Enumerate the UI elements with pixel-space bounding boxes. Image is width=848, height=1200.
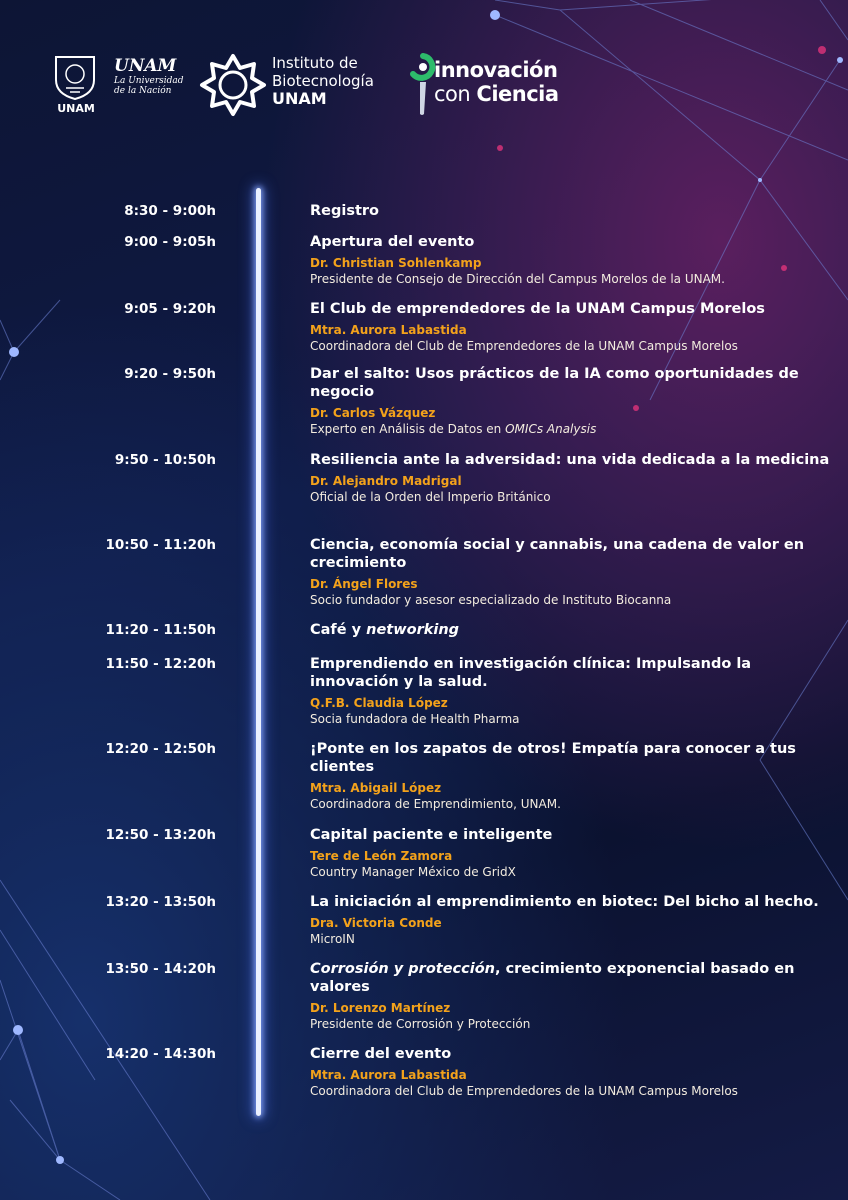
item-time: 12:20 - 12:50h: [105, 741, 216, 757]
item-time: 13:50 - 14:20h: [105, 961, 216, 977]
item-role: Socio fundador y asesor especializado de Instituto Biocanna: [310, 593, 672, 607]
ibt-line-1: Instituto de: [272, 54, 358, 72]
unam-shield-logo: [52, 54, 100, 115]
item-title: Registro: [310, 203, 380, 219]
item-speaker: Mtra. Aurora Labastida: [310, 323, 467, 337]
item-speaker: Dr. Carlos Vázquez: [310, 406, 436, 420]
la-universidad-logo: [114, 56, 194, 96]
item-role: [310, 421, 830, 437]
item-role: MicroIN: [310, 932, 355, 946]
item-role: Country Manager México de GridX: [310, 865, 516, 879]
item-speaker: Mtra. Aurora Labastida: [310, 1068, 467, 1082]
item-role: Oficial de la Orden del Imperio Británico: [310, 490, 551, 504]
item-time: 12:50 - 13:20h: [105, 827, 216, 843]
innovacion-con-ciencia-logo: [408, 52, 608, 118]
item-title-text: Café y: [310, 622, 362, 638]
timeline-line: [256, 188, 261, 1116]
item-speaker: Q.F.B. Claudia López: [310, 696, 448, 710]
item-role: Presidente de Corrosión y Protección: [310, 1017, 531, 1031]
inno-con: con: [434, 82, 471, 106]
item-speaker: Mtra. Abigail López: [310, 781, 442, 795]
item-role: Socia fundadora de Health Pharma: [310, 712, 520, 726]
script-nacion: de la Nación: [114, 86, 172, 96]
item-time: 13:20 - 13:50h: [105, 894, 216, 910]
item-title: [310, 960, 830, 996]
item-role: Coordinadora del Club de Emprendedores de la UNAM Campus Morelos: [310, 339, 738, 353]
item-role: Coordinadora del Club de Emprendedores de la UNAM Campus Morelos: [310, 1084, 738, 1098]
logo-header: [50, 48, 610, 128]
item-time: 11:20 - 11:50h: [105, 622, 216, 638]
inno-ciencia: Ciencia: [476, 82, 559, 106]
item-title: ¡Ponte en los zapatos de otros! Empatía para conocer a tus clientes: [310, 741, 796, 775]
item-time: 9:50 - 10:50h: [114, 452, 216, 468]
item-title: [310, 621, 830, 639]
script-universidad: La Universidad: [114, 76, 184, 86]
item-role: Presidente de Consejo de Dirección del Campus Morelos de la UNAM.: [310, 272, 725, 286]
item-title: Ciencia, economía social y cannabis, una cadena de valor en crecimiento: [310, 537, 805, 571]
unam-label: UNAM: [57, 102, 95, 115]
item-role: Coordinadora de Emprendimiento, UNAM.: [310, 797, 561, 811]
item-title: Cierre del evento: [310, 1046, 452, 1062]
item-title: Resiliencia ante la adversidad: una vida dedicada a la medicina: [310, 452, 830, 468]
item-speaker: Dr. Lorenzo Martínez: [310, 1001, 451, 1015]
star-ring-icon: [198, 50, 268, 120]
item-time: 10:50 - 11:20h: [105, 537, 216, 553]
ibt-line-2: Biotecnología: [272, 72, 374, 90]
item-speaker: Tere de León Zamora: [310, 849, 453, 863]
item-role-italic: OMICs Analysis: [505, 422, 597, 436]
item-time: 9:05 - 9:20h: [124, 301, 216, 317]
item-title: El Club de emprendedores de la UNAM Campus Morelos: [310, 301, 765, 317]
ibt-line-3: UNAM: [272, 89, 327, 108]
item-title: Capital paciente e inteligente: [310, 827, 553, 843]
shield-icon: [52, 54, 98, 100]
item-title: La iniciación al emprendimiento en biotec: Del bicho al hecho.: [310, 894, 819, 910]
item-speaker: Dr. Christian Sohlenkamp: [310, 256, 482, 270]
instituto-biotecnologia-logo: [198, 48, 408, 118]
item-title-italic: networking: [366, 622, 460, 638]
item-title: Dar el salto: Usos prácticos de la IA como oportunidades de negocio: [310, 366, 799, 400]
script-unam: UNAM: [114, 56, 177, 76]
item-title: Apertura del evento: [310, 234, 475, 250]
item-time: 11:50 - 12:20h: [105, 656, 216, 672]
item-time: 8:30 - 9:00h: [124, 203, 216, 219]
item-title: Emprendiendo en investigación clínica: Impulsando la innovación y la salud.: [310, 656, 752, 690]
item-role-text: Experto en Análisis de Datos en: [310, 422, 502, 436]
item-time: 14:20 - 14:30h: [105, 1046, 216, 1062]
item-title-italic: Corrosión y protección: [310, 961, 496, 977]
item-speaker: Dr. Alejandro Madrigal: [310, 474, 462, 488]
item-time: 9:00 - 9:05h: [124, 234, 216, 250]
inno-line-1: innovación: [434, 58, 558, 82]
item-speaker: Dra. Victoria Conde: [310, 916, 442, 930]
item-speaker: Dr. Ángel Flores: [310, 577, 418, 591]
item-title-text: , crecimiento exponencial basado en valores: [310, 961, 795, 995]
item-time: 9:20 - 9:50h: [124, 366, 216, 382]
